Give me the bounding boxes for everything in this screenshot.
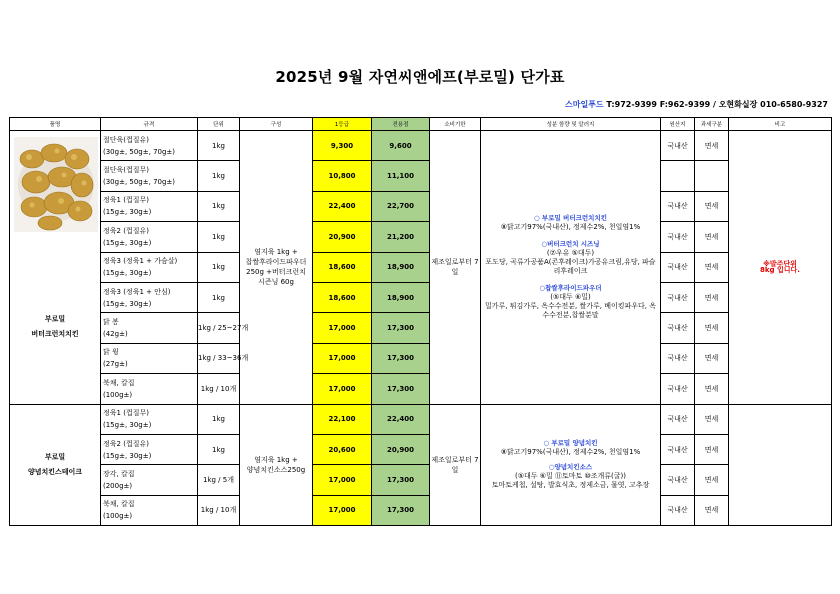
exclusive-price: 17,300 — [372, 313, 430, 343]
header-exclusive: 전용점 — [372, 118, 430, 131]
unit-cell: 1kg / 10개 — [198, 374, 240, 404]
spec-name: 정육1 (껍질무) — [103, 196, 149, 205]
origin-cell: 국내산 — [661, 343, 695, 373]
grade1-price: 17,000 — [313, 343, 372, 373]
unit-cell: 1kg — [198, 282, 240, 312]
spec-cell — [101, 374, 198, 404]
exclusive-price: 17,300 — [372, 495, 430, 525]
ingredient-title: ○버터크런치 시즈닝 — [541, 240, 600, 249]
spec-name: 정육2 (껍질유) — [103, 439, 149, 448]
origin-cell: 국내산 — [661, 465, 695, 495]
table-row — [10, 495, 832, 525]
header-remarks: 비고 — [729, 118, 832, 131]
spec-cell — [101, 495, 198, 525]
table-row — [10, 465, 832, 495]
ingredients-cell — [481, 131, 661, 405]
header-product: 품명 — [10, 118, 101, 131]
spec-name: 장각, 칼집 — [103, 469, 135, 478]
spec-cell — [101, 222, 198, 252]
tax-cell: 면세 — [695, 191, 729, 221]
spec-name: 절단육(껍질무) — [103, 166, 150, 175]
composition-line: 250g +버터크런치 — [246, 268, 306, 277]
composition-line: 염지육 1kg + — [254, 455, 298, 464]
spec-name: 정육3 (정육1 + 가슴살) — [103, 257, 178, 266]
spec-weight: (15g±, 30g±) — [103, 269, 152, 278]
ingredient-title: ○양념치킨소스 — [548, 463, 593, 472]
tax-cell: 면세 — [695, 313, 729, 343]
ingredient-line: 포도당, 곡류가공품A(콘후레이크)가공유크림,유당, 파슬리후레이크 — [485, 258, 656, 276]
ingredient-line: 토마토케첩, 설탕, 발효식초, 정제소금, 물엿, 고추장 — [491, 481, 650, 490]
product-name-cell — [10, 131, 101, 405]
grade1-price: 10,800 — [313, 161, 372, 191]
spec-weight: (15g±, 30g±) — [103, 238, 152, 247]
spec-cell — [101, 434, 198, 464]
grade1-price: 20,600 — [313, 434, 372, 464]
product-name-line2: 양념치킨스테이크 — [27, 467, 83, 476]
exclusive-price: 18,900 — [372, 252, 430, 282]
shelf-life-cell: 제조일로부터 7일 — [430, 404, 481, 526]
spec-weight: (15g±, 30g±) — [103, 421, 152, 430]
exclusive-price: 21,200 — [372, 222, 430, 252]
origin-cell — [661, 161, 695, 191]
composition-line: 찹쌀후라이드파우더 — [245, 258, 307, 267]
ingredient-title: ○찹쌀후라이드파우더 — [539, 284, 602, 293]
origin-cell: 국내산 — [661, 222, 695, 252]
unit-cell: 1kg — [198, 161, 240, 191]
spec-name: 닭 윙 — [103, 348, 119, 357]
unit-cell: 1kg — [198, 434, 240, 464]
composition-line: 염지육 1kg + — [254, 248, 298, 257]
header-ingredients: 성분 함량 및 알러지 — [481, 118, 661, 131]
remarks-cell — [729, 404, 832, 526]
grade1-price: 20,900 — [313, 222, 372, 252]
shelf-life-cell: 제조일로부터 7일 — [430, 131, 481, 405]
exclusive-price: 17,300 — [372, 465, 430, 495]
ingredient-line: ⑧닭고기97%(국내산), 정제수2%, 천일염1% — [500, 223, 641, 232]
spec-weight: (42g±) — [103, 330, 128, 339]
tax-cell: 면세 — [695, 252, 729, 282]
product-name-cell — [10, 404, 101, 526]
grade1-price: 17,000 — [313, 374, 372, 404]
table-row — [10, 404, 832, 434]
spec-cell — [101, 131, 198, 161]
spec-weight: (15g±, 30g±) — [103, 451, 152, 460]
grade1-price: 22,400 — [313, 191, 372, 221]
ingredient-line: ⑧닭고기97%(국내산), 정제수2%, 천일염1% — [500, 448, 641, 457]
header-tax: 과세구분 — [695, 118, 729, 131]
product-name-line2: 버터크런치치킨 — [31, 330, 79, 339]
spec-weight: (27g±) — [103, 360, 128, 369]
header-composition: 구성 — [240, 118, 313, 131]
origin-cell: 국내산 — [661, 434, 695, 464]
spec-name: 북채, 칼집 — [103, 378, 135, 387]
ingredient-title: ○ 부로밀 버터크런치치킨 — [534, 214, 607, 223]
unit-cell: 1kg / 33~36개 — [198, 343, 240, 373]
ingredients-cell — [481, 404, 661, 526]
spec-cell — [101, 313, 198, 343]
header-row — [10, 118, 832, 131]
tax-cell — [695, 161, 729, 191]
tax-cell: 면세 — [695, 434, 729, 464]
table-row — [10, 252, 832, 282]
unit-cell: 1kg / 25~27개 — [198, 313, 240, 343]
tax-cell: 면세 — [695, 343, 729, 373]
exclusive-price: 9,600 — [372, 131, 430, 161]
table-row — [10, 374, 832, 404]
tax-cell: 면세 — [695, 465, 729, 495]
tax-cell: 면세 — [695, 495, 729, 525]
tax-cell: 면세 — [695, 404, 729, 434]
header-unit: 단위 — [198, 118, 240, 131]
spec-cell — [101, 343, 198, 373]
ingredient-allergy: (⑤대두 ⑥밀 ⑪토마토 ⑩조개류(굴)) — [514, 472, 627, 481]
page-title: 2025년 9월 자연씨앤에프(부로밀) 단가표 — [275, 68, 565, 86]
spec-name: 정육1 (껍질무) — [103, 409, 149, 418]
header-shelf-life: 소비기한 — [430, 118, 481, 131]
grade1-price: 17,000 — [313, 465, 372, 495]
header-origin: 원산지 — [661, 118, 695, 131]
spec-weight: (30g±, 50g±, 70g±) — [103, 147, 176, 156]
tax-cell: 면세 — [695, 282, 729, 312]
order-unit-note: ※발주단위 8kg 입니다. — [760, 260, 800, 275]
exclusive-price: 17,300 — [372, 374, 430, 404]
composition-line: 시즌닝 60g — [258, 278, 294, 287]
unit-cell: 1kg — [198, 222, 240, 252]
contact-info: T:972-9399 F:962-9399 / 오현화실장 010-6580-9327 — [603, 100, 828, 109]
ingredient-allergy: (⑦우유 ⑤대두) — [546, 249, 595, 258]
unit-cell: 1kg / 5개 — [198, 465, 240, 495]
origin-cell: 국내산 — [661, 374, 695, 404]
composition-cell — [240, 131, 313, 405]
spec-cell — [101, 404, 198, 434]
table-row — [10, 434, 832, 464]
spec-cell — [101, 282, 198, 312]
grade1-price: 22,100 — [313, 404, 372, 434]
spec-weight: (15g±, 30g±) — [103, 208, 152, 217]
composition-line: 양념치킨소스250g — [246, 465, 306, 474]
grade1-price: 18,600 — [313, 282, 372, 312]
grade1-price: 9,300 — [313, 131, 372, 161]
table-row — [10, 343, 832, 373]
table-row — [10, 222, 832, 252]
origin-cell: 국내산 — [661, 131, 695, 161]
grade1-price: 17,000 — [313, 313, 372, 343]
origin-cell: 국내산 — [661, 404, 695, 434]
spec-cell — [101, 161, 198, 191]
table-row — [10, 191, 832, 221]
exclusive-price: 11,100 — [372, 161, 430, 191]
exclusive-price: 17,300 — [372, 343, 430, 373]
exclusive-price: 20,900 — [372, 434, 430, 464]
table-row — [10, 282, 832, 312]
spec-cell — [101, 191, 198, 221]
unit-cell: 1kg — [198, 404, 240, 434]
spec-weight: (30g±, 50g±, 70g±) — [103, 178, 176, 187]
spec-name: 절단육(껍질유) — [103, 135, 150, 144]
spec-name: 정육2 (껍질유) — [103, 226, 149, 235]
table-row — [10, 161, 832, 191]
product-name-line1: 부로밀 — [44, 452, 66, 461]
spec-name: 북채, 칼집 — [103, 500, 135, 509]
tax-cell: 면세 — [695, 131, 729, 161]
exclusive-price: 22,400 — [372, 404, 430, 434]
origin-cell: 국내산 — [661, 191, 695, 221]
header-grade1: 1등급 — [313, 118, 372, 131]
header-spec: 규격 — [101, 118, 198, 131]
spec-cell — [101, 465, 198, 495]
exclusive-price: 22,700 — [372, 191, 430, 221]
table-row — [10, 131, 832, 161]
unit-cell: 1kg / 10개 — [198, 495, 240, 525]
spec-weight: (15g±, 30g±) — [103, 299, 152, 308]
price-table — [9, 117, 832, 526]
tax-cell: 면세 — [695, 374, 729, 404]
product-name-line1: 부로밀 — [44, 315, 66, 324]
table-row — [10, 313, 832, 343]
unit-cell: 1kg — [198, 131, 240, 161]
spec-weight: (200g±) — [103, 481, 133, 490]
grade1-price: 17,000 — [313, 495, 372, 525]
spec-weight: (100g±) — [103, 390, 133, 399]
fried-chicken-photo — [14, 137, 98, 232]
origin-cell: 국내산 — [661, 252, 695, 282]
composition-cell — [240, 404, 313, 526]
tax-cell: 면세 — [695, 222, 729, 252]
remarks-cell — [729, 131, 832, 405]
exclusive-price: 18,900 — [372, 282, 430, 312]
spec-cell — [101, 252, 198, 282]
spec-name: 정육3 (정육1 + 안심) — [103, 287, 171, 296]
origin-cell: 국내산 — [661, 313, 695, 343]
spec-weight: (100g±) — [103, 512, 133, 521]
unit-cell: 1kg — [198, 252, 240, 282]
ingredient-line: 밀가루, 튀김가루, 옥수수전분, 쌀가루, 베이킹파우다, 옥수수전분,찹쌀분말 — [484, 302, 656, 320]
product-name — [10, 312, 100, 342]
spec-name: 닭 봉 — [103, 318, 119, 327]
ingredient-title: ○ 부로밀 양념치킨 — [543, 439, 598, 448]
origin-cell: 국내산 — [661, 495, 695, 525]
origin-cell: 국내산 — [661, 282, 695, 312]
ingredient-allergy: (⑤대두 ⑥밀) — [550, 293, 591, 302]
supplier-contact — [565, 99, 828, 110]
unit-cell: 1kg — [198, 191, 240, 221]
grade1-price: 18,600 — [313, 252, 372, 282]
supplier-name: 스마일푸드 — [564, 100, 604, 109]
